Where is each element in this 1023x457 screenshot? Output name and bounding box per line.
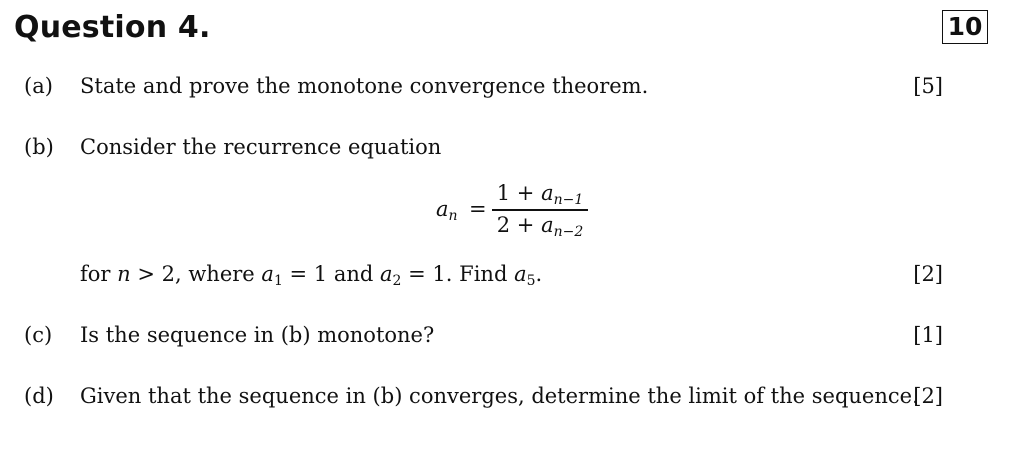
- part-d-text: Given that the sequence in (b) converges, determine the limit of the sequence.: [80, 384, 919, 408]
- fraction-numerator: $1 + a_{n-1}$: [496, 181, 584, 208]
- part-b-marks: [2]: [913, 262, 943, 286]
- equals-sign: =: [469, 197, 487, 221]
- part-b-intro: Consider the recurrence equation: [80, 135, 442, 159]
- part-a-label: (a): [24, 74, 53, 98]
- total-marks-box: 10: [942, 10, 988, 44]
- part-b-condition: for n > 2, where $a_1 = 1$ and $a_2 = 1$. Find $a_5$.: [80, 262, 543, 289]
- part-a-text: State and prove the monotone convergence theorem.: [80, 74, 649, 98]
- part-c-text: Is the sequence in (b) monotone?: [80, 323, 435, 347]
- equation-fraction: [492, 180, 588, 240]
- part-d-marks: [2]: [913, 384, 943, 408]
- part-a-marks: [5]: [913, 74, 943, 98]
- equation-lhs: $a_n$: [436, 197, 458, 224]
- part-d-label: (d): [24, 384, 54, 408]
- recurrence-equation: [436, 180, 616, 240]
- part-c-label: (c): [24, 323, 53, 347]
- question-title: Question 4.: [14, 10, 211, 45]
- part-c-marks: [1]: [913, 323, 943, 347]
- fraction-denominator: $2 + a_{n-2}$: [496, 213, 584, 240]
- part-b-label: (b): [24, 135, 54, 159]
- fraction-bar: [492, 209, 588, 211]
